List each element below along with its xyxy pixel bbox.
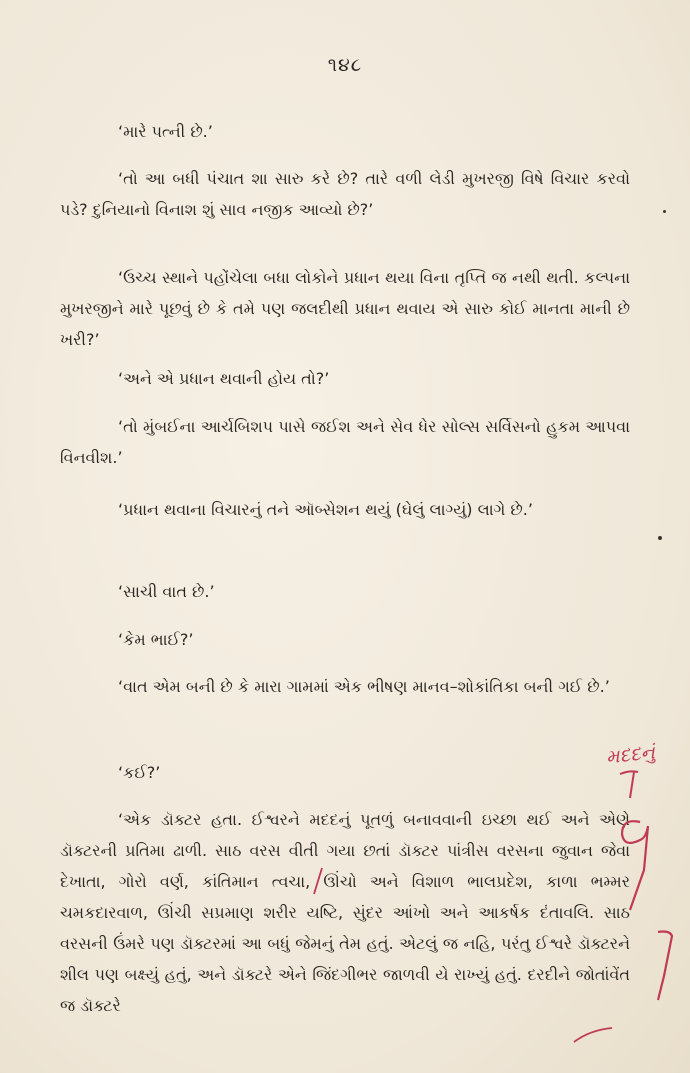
inline-insert-mark <box>572 1024 616 1048</box>
paragraph-4: ‘અને એ પ્રધાન થવાની હોય તો?’ <box>118 369 330 388</box>
paragraph-5: ‘તો મુંબઈના આર્ચબિશપ પાસે જઈશ અને સેવ ધેર સોલ્સ સર્વિસનો હુકમ આપવા વિનવીશ.’ <box>60 417 630 467</box>
correction-lower-mark <box>658 932 672 1001</box>
paragraph-2: ‘તો આ બધી પંચાત શા સારુ કરે છે? તારે વળી લેડી મુખરજી વિષે વિચાર કરવો પડે? દુનિયાનો વિનાશ શું સાવ નજીક આવ્યો છે?’ <box>60 169 630 219</box>
print-speck <box>658 536 662 540</box>
paragraph-10: ‘કઈ?’ <box>118 763 161 782</box>
page-number: ૧૪૮ <box>327 54 363 76</box>
print-speck <box>663 210 666 213</box>
correction-loop-mark <box>622 821 648 910</box>
correction-underline-mark <box>620 771 638 774</box>
paragraph-11: ‘એક ડૉક્ટર હતા. ઈશ્વરને મદદનું પૂતળું બનાવવાની ઇચ્છા થઈ અને એણે ડૉક્ટરની પ્રતિમા ઢાળી. સાઠ વરસ વીતી ગયા છતાં ડૉક્ટર પાંત્રીસ વરસના જુવાન જેવા દેખાતા, ગોરો વર્ણ, કાંતિમાન ત્વચા, ઊંચો અને વિશાળ ભાલપ્રદેશ, કાળા ભમ્મર ચમકદારવાળ, ઊંચી સપ્રમાણ શરીર યષ્ટિ, સુંદર આંખો અને આકર્ષક દંતાવલિ. સાઠ વરસની ઉંમરે પણ ડૉક્ટરમાં આ બધું જેમનું તેમ હતું. એટલું જ નહિ, પરંતુ ઈશ્વરે ડૉક્ટરને શીલ પણ બક્ષ્યું હતું, અને ડૉક્ટરે એને જિંદગીભર જાળવી યે રાખ્યું હતું. દરદીને જોતાંવેંત જ ડૉક્ટરે <box>60 810 630 1015</box>
paragraph-6: ‘પ્રધાન થવાના વિચારનું તને ઑબ્સેશન થયું (ઘેલું લાગ્યું) લાગે છે.’ <box>118 500 533 519</box>
paragraph-9: ‘વાત એમ બની છે કે મારા ગામમાં એક ભીષણ માનવ–શોકાંતિકા બની ગઈ છે.’ <box>118 677 610 696</box>
handwritten-margin-word: મદદનું <box>604 741 656 769</box>
paragraph-7: ‘સાચી વાત છે.’ <box>118 582 215 601</box>
paragraph-8: ‘કેમ ભાઈ?’ <box>118 630 194 649</box>
inline-slash-mark <box>310 866 326 896</box>
correction-stroke-mark <box>630 772 634 798</box>
paragraph-3: ‘ઉચ્ચ સ્થાને પહોંચેલા બધા લોકોને પ્રધાન થયા વિના તૃપ્તિ જ નથી થતી. કલ્પના મુખરજીને મારે પૂછવું છે કે તમે પણ જલદીથી પ્રધાન થવાય એ સારુ કોઈ માનતા માની છે ખરી?’ <box>60 268 630 349</box>
paragraph-1: ‘મારે પત્ની છે.’ <box>118 122 213 141</box>
